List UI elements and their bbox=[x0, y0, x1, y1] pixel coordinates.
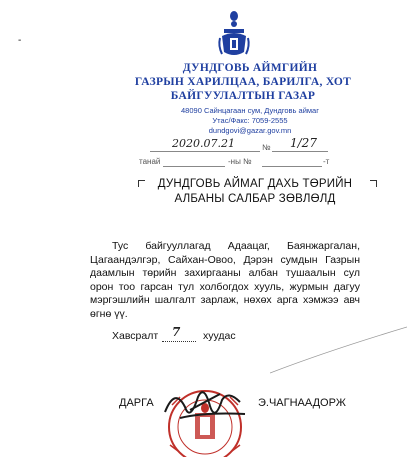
attachment-count: 7 bbox=[172, 325, 181, 339]
pen-stroke bbox=[270, 325, 407, 375]
number-handwritten: 1/27 bbox=[290, 136, 317, 150]
signature-name: Э.ЧАГНААДОРЖ bbox=[258, 397, 346, 409]
attachment-label: Хавсралт bbox=[112, 330, 159, 342]
letter-body: Тус байгууллагад Адаацаг, Баянжаргалан, Цагаандэлгэр, Сайхан-Овоо, Дэрэн сумдын Газрын даамлын төрийн захиргааны албан тушаалын сул орон тоо гарсан тул холбогдох хууль, журмын дагуу мэргэшлийн шалгалт зарлаж, нөхөх арга хэмжээ авч өгнө үү. bbox=[90, 240, 360, 320]
margin-mark: - bbox=[18, 35, 22, 46]
handwritten-signature bbox=[160, 382, 250, 427]
state-emblem-icon bbox=[216, 8, 252, 58]
org-phone: Утас/Факс: 7059-2555 bbox=[212, 116, 288, 125]
bracket-right bbox=[370, 180, 377, 187]
tanai-underline bbox=[163, 166, 225, 167]
t-label: -т bbox=[323, 157, 330, 166]
ny-no-label: -ны № bbox=[228, 157, 252, 166]
signature-title: ДАРГА bbox=[119, 397, 154, 409]
attachment-suffix: хуудас bbox=[203, 330, 236, 342]
date-underline bbox=[150, 151, 260, 152]
tanai-label: танай bbox=[139, 157, 161, 166]
number-underline bbox=[272, 151, 328, 152]
subject-line1: ДУНДГОВЬ АЙМАГ ДАХЬ ТӨРИЙН bbox=[157, 178, 353, 190]
no-label: № bbox=[262, 143, 271, 152]
org-address: 48090 Сайнцагаан сум, Дундговь аймаг bbox=[181, 106, 319, 115]
org-email: dundgovi@gazar.gov.mn bbox=[208, 126, 292, 135]
subject-line2: АЛБАНЫ САЛБАР ЗӨВЛӨЛД bbox=[174, 193, 336, 205]
org-name-line1: ДУНДГОВЬ АЙМГИЙН bbox=[182, 62, 318, 74]
org-name-line3: БАЙГУУЛАЛТЫН ГАЗАР bbox=[170, 90, 316, 102]
attachment-dots bbox=[162, 341, 196, 342]
org-name-line2: ГАЗРЫН ХАРИЛЦАА, БАРИЛГА, ХОТ bbox=[134, 76, 352, 88]
ny-underline bbox=[262, 166, 322, 167]
date-handwritten: 2020.07.21 bbox=[172, 137, 235, 150]
